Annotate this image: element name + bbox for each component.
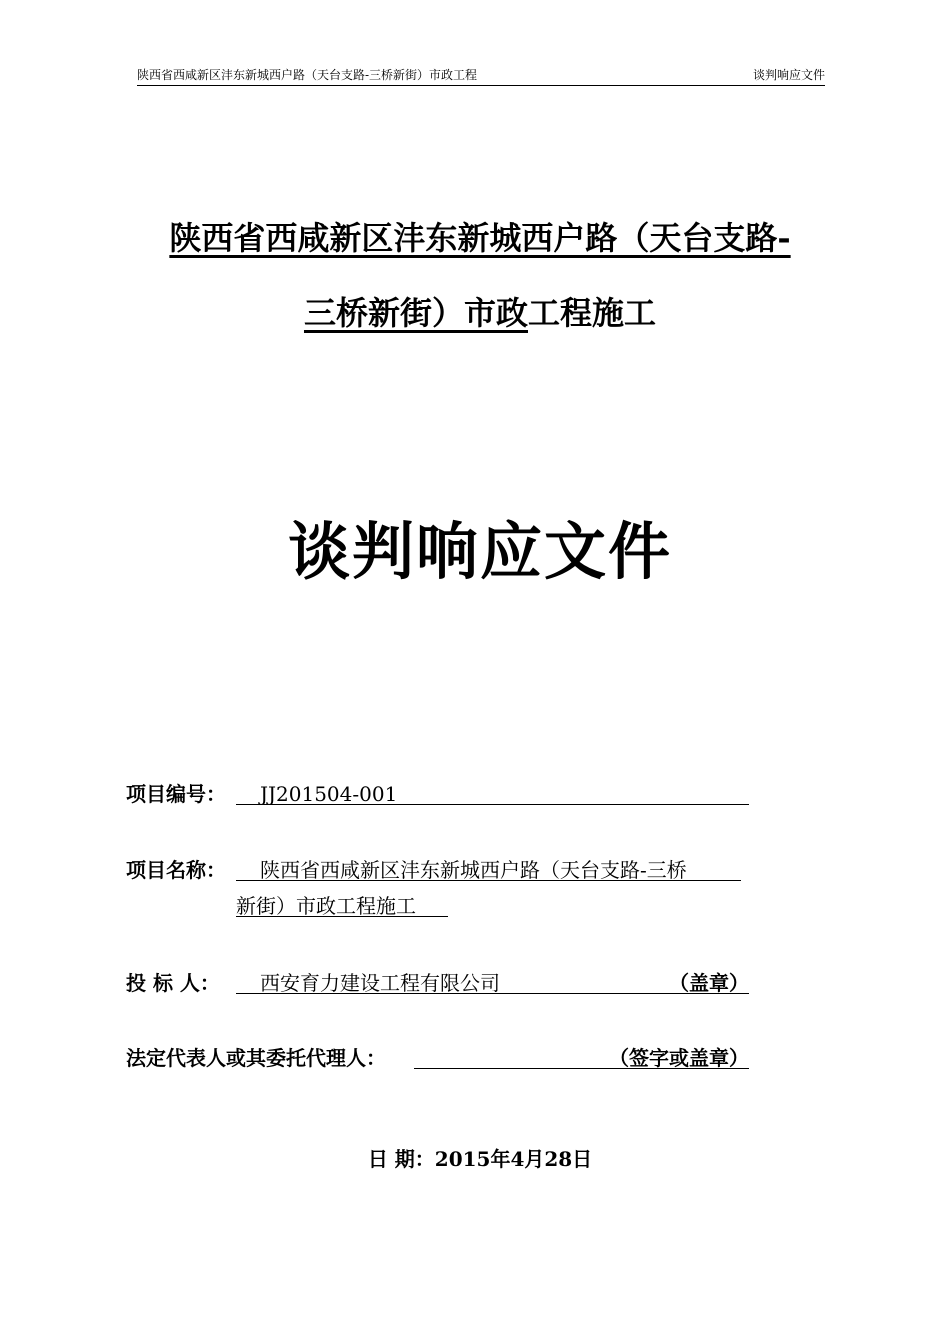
document-title: 谈判响应文件 [287,515,672,588]
bidder-field [236,969,749,994]
main-title-line1: 陕西省西咸新区沣东新城西户路（天台支路- [169,219,791,257]
project-name-value-line2: 新街）市政工程施工 [236,894,416,918]
main-title-underlined: 三桥新街）市政 [303,294,528,332]
project-name-label: 项目名称： [126,858,226,882]
header-project-name: 陕西省西咸新区沣东新城西户路（天台支路-三桥新街）市政工程 [137,68,478,82]
main-title-line2 [100,293,860,333]
representative-field [414,1044,749,1069]
project-no-value: JJ201504-001 [260,782,398,806]
page-header [137,67,825,86]
bidder-value: 西安育力建设工程有限公司 [260,971,500,995]
representative-label: 法定代表人或其委托代理人： [126,1046,386,1070]
project-no-label: 项目编号： [126,782,226,806]
representative-sign-note: （签字或盖章） [609,1046,749,1070]
project-name-value-line1: 陕西省西咸新区沣东新城西户路（天台支路-三桥 [260,858,687,882]
bidder-seal-note: （盖章） [669,971,749,995]
bidder-label: 投 标 人： [126,971,220,995]
project-name-field-line2 [236,892,448,917]
project-no-field [236,780,749,805]
project-name-field-line1 [236,856,741,881]
header-doc-type: 谈判响应文件 [752,68,825,82]
document-date: 日 期：2015年4月28日 [367,1147,593,1171]
main-title-rest: 工程施工 [528,294,657,332]
